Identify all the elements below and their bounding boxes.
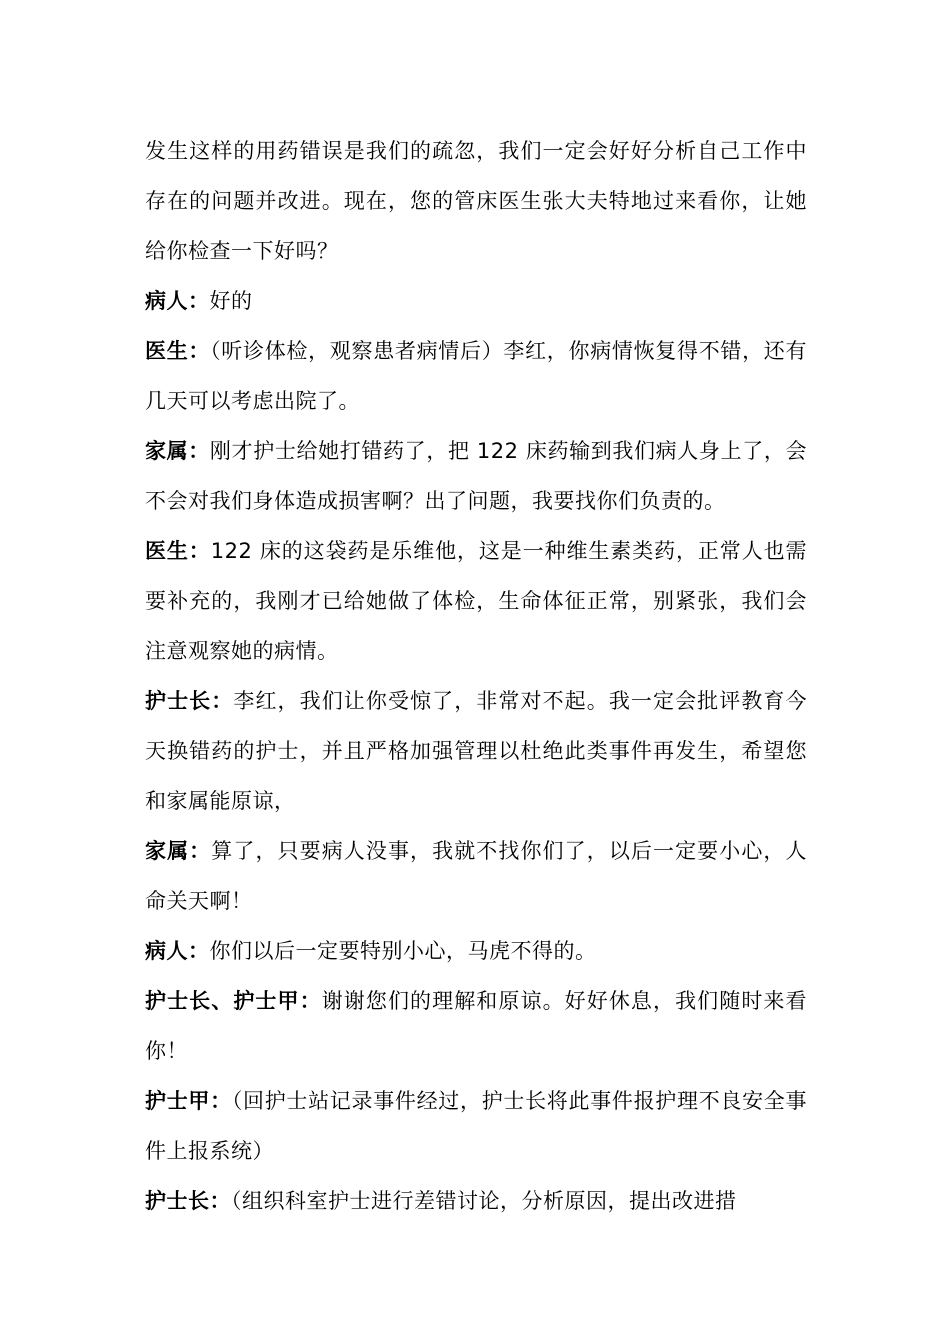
paragraph-text: （组织科室护士进行差错讨论，分析原因，提出改进措 [231, 1189, 737, 1213]
dialogue-line [145, 276, 807, 326]
paragraph-text: 刚才护士给她打错药了，把 122 床药输到我们病人身上了，会不会对我们身体造成损害啊？出了问题，我要找你们负责的。 [145, 439, 807, 513]
paragraph-text: 你们以后一定要特别小心，马虎不得的。 [209, 939, 597, 963]
speaker-label: 医生： [145, 339, 211, 363]
speaker-label: 护士甲： [145, 1089, 232, 1113]
dialogue-line [145, 526, 807, 676]
speaker-label: 护士长： [145, 689, 234, 713]
speaker-label: 病人： [145, 289, 210, 313]
speaker-label: 病人： [145, 939, 210, 963]
dialogue-line [145, 676, 807, 826]
paragraph-text: 谢谢您们的理解和原谅。好好休息，我们随时来看你！ [145, 989, 808, 1063]
paragraph-text: 好的 [209, 289, 253, 313]
dialogue-line [145, 426, 807, 526]
document-page [145, 126, 807, 1226]
speaker-label: 家属： [145, 439, 210, 463]
speaker-label: 护士长： [145, 1189, 231, 1213]
speaker-label: 家属： [145, 839, 212, 863]
paragraph-text: 发生这样的用药错误是我们的疏忽，我们一定会好好分析自己工作中存在的问题并改进。现在，您的管床医生张大夫特地过来看你，让她给你检查一下好吗？ [145, 139, 807, 263]
speaker-label: 护士长、护士甲： [145, 989, 322, 1013]
paragraph-text: 李红，我们让你受惊了，非常对不起。我一定会批评教育今天换错药的护士，并且严格加强管理以杜绝此类事件再发生，希望您和家属能原谅， [145, 689, 808, 813]
dialogue-line [145, 976, 807, 1076]
paragraph-intro [145, 126, 807, 276]
dialogue-line [145, 1176, 807, 1226]
dialogue-line [145, 326, 807, 426]
speaker-label: 医生： [145, 539, 211, 563]
paragraph-text: （听诊体检，观察患者病情后）李红，你病情恢复得不错，还有几天可以考虑出院了。 [145, 339, 808, 413]
paragraph-text: 算了，只要病人没事，我就不找你们了，以后一定要小心，人命关天啊！ [145, 839, 808, 913]
paragraph-text: （回护士站记录事件经过，护士长将此事件报护理不良安全事件上报系统） [145, 1089, 808, 1163]
paragraph-text: 122 床的这袋药是乐维他，这是一种维生素类药，正常人也需要补充的，我刚才已给她做了体检，生命体征正常，别紧张，我们会注意观察她的病情。 [145, 539, 808, 663]
dialogue-line [145, 1076, 807, 1176]
dialogue-line [145, 926, 807, 976]
dialogue-line [145, 826, 807, 926]
